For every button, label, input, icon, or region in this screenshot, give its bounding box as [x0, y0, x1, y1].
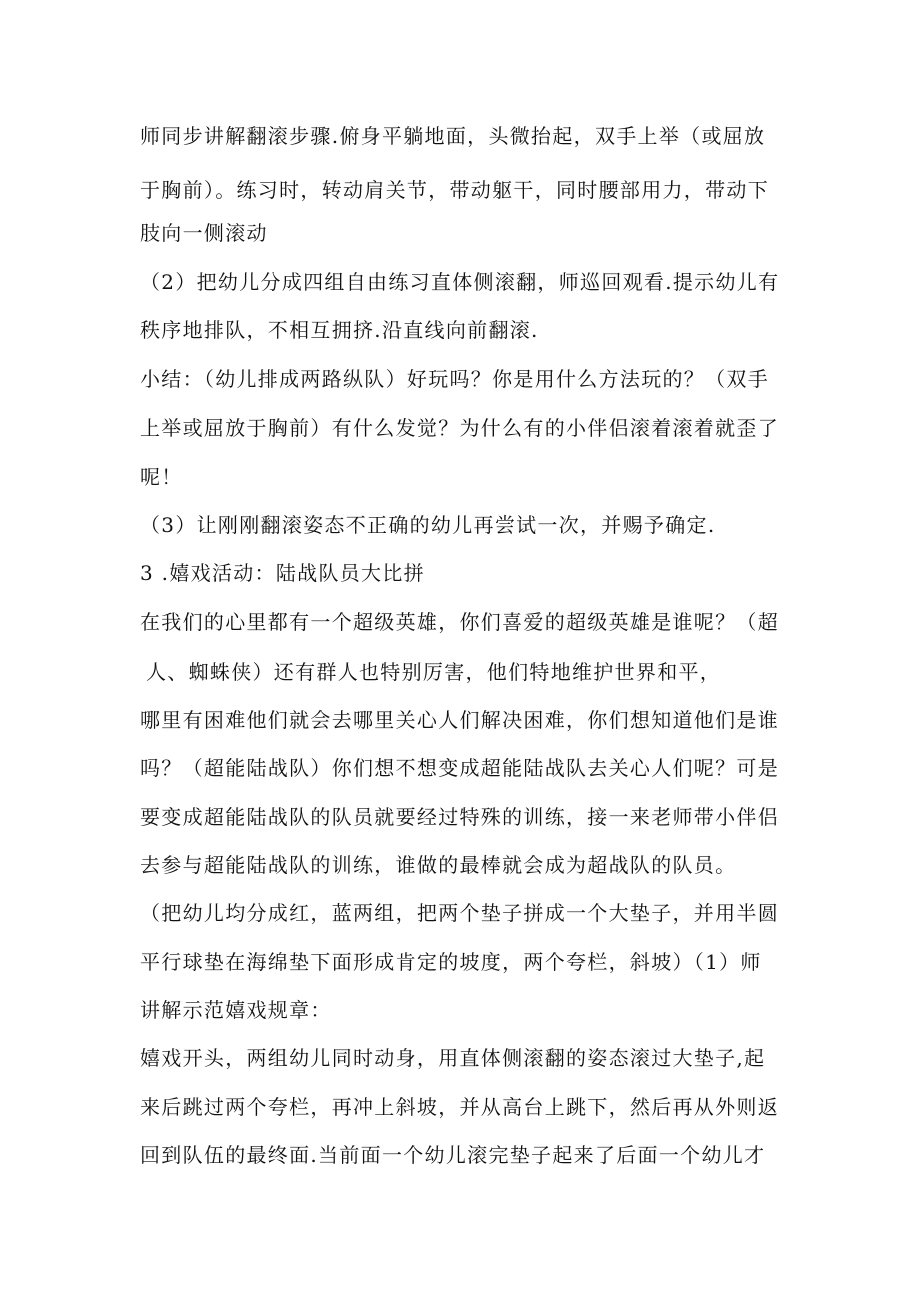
text-line: 吗？（超能陆战队）你们想不想变成超能陆战队去关心人们呢？可是 — [140, 756, 779, 780]
text-line: 来后跳过两个夸栏，再冲上斜坡，并从高台上跳下，然后再从外则返 — [140, 1095, 779, 1119]
text-line: 回到队伍的最终面.当前面一个幼儿滚完垫子起来了后面一个幼儿才 — [140, 1143, 766, 1167]
text-line: 秩序地排队，不相互拥挤.沿直线向前翻滚. — [140, 318, 539, 342]
text-line: 要变成超能陆战队的队员就要经过特殊的训练，接一来老师带小伴侣 — [140, 805, 779, 829]
text-line: 呢！ — [140, 465, 183, 489]
text-line: 讲解示范嬉戏规章： — [140, 998, 332, 1022]
text-line: 小结：（幼儿排成两路纵队）好玩吗？你是用什么方法玩的？（双手 — [140, 367, 769, 391]
text-line: 上举或屈放于胸前）有什么发觉？为什么有的小伴侣滚着滚着就歪了 — [140, 416, 779, 440]
text-line: 人、蜘蛛侠）还有群人也特别厉害，他们特地维护世界和平， — [146, 660, 722, 684]
text-line: （把幼儿均分成红，蓝两组，把两个垫子拼成一个大垫子，并用半圆 — [140, 901, 779, 925]
text-line: 去参与超能陆战队的训练，谁做的最棒就会成为超战队的队员。 — [140, 853, 737, 877]
text-line: 于胸前）。练习时，转动肩关节，带动躯干，同时腰部用力，带动下 — [140, 178, 769, 202]
text-line: 嬉戏开头，两组幼儿同时动身，用直体侧滚翻的姿态滚过大垫子,起 — [140, 1046, 766, 1070]
text-line: 平行球垫在海绵垫下面形成肯定的坡度，两个夸栏，斜坡）（1）师 — [140, 950, 762, 974]
text-line: 在我们的心里都有一个超级英雄，你们喜爱的超级英雄是谁呢？（超 — [140, 610, 779, 634]
section-heading: 3 .嬉戏活动：陆战队员大比拼 — [140, 561, 425, 585]
text-line: 哪里有困难他们就会去哪里关心人们解决困难，你们想知道他们是谁 — [140, 708, 779, 732]
text-line: 肢向一侧滚动 — [140, 221, 268, 245]
text-line: （2）把幼儿分成四组自由练习直体侧滚翻，师巡回观看.提示幼儿有 — [140, 270, 780, 294]
text-line: （3）让刚刚翻滚姿态不正确的幼儿再尝试一次，并赐予确定. — [140, 513, 716, 537]
text-line: 师同步讲解翻滚步骤.俯身平躺地面，头微抬起，双手上举（或屈放 — [140, 124, 766, 148]
